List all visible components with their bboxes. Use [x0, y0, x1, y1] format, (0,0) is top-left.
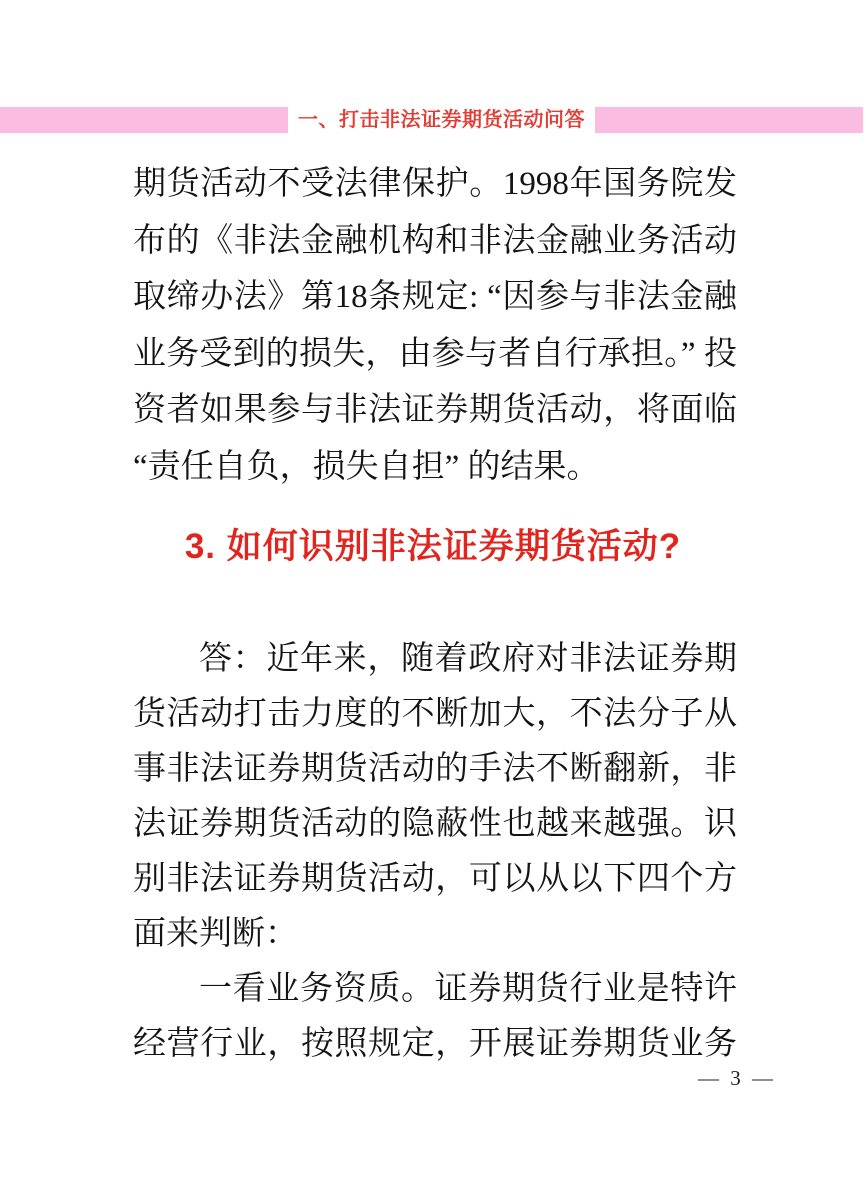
text-line: 答：近年来，随着政府对非法证券期: [199, 641, 737, 677]
text-line: 别非法证券期货活动，可以从以下四个方: [133, 861, 737, 897]
text-line: 取缔办法》第18条规定: “因参与非法金融: [133, 279, 737, 315]
running-header-title: 一、打击非法证券期货活动问答: [298, 109, 585, 131]
text-line: 面来判断：: [133, 916, 298, 952]
text-line: 货活动打击力度的不断加大，不法分子从: [133, 696, 737, 732]
text-line: 资者如果参与非法证券期货活动，将面临: [133, 392, 737, 428]
text-line: 法证券期货活动的隐蔽性也越来越强。识: [133, 806, 737, 842]
text-line: 业务受到的损失，由参与者自行承担。” 投: [133, 335, 737, 372]
text-line: 布的《非法金融机构和非法金融业务活动: [133, 222, 737, 259]
text-line: 一看业务资质。证券期货行业是特许: [199, 971, 737, 1007]
text-line: 事非法证券期货活动的手法不断翻新，非: [133, 751, 737, 787]
text-line: 期货活动不受法律保护。1998年国务院发: [133, 166, 737, 202]
header-bar-right: [595, 107, 863, 133]
question-heading: 3. 如何识别非法证券期货活动?: [184, 527, 682, 566]
paragraph-point-one: [133, 962, 737, 1072]
text-line: “责任自负，损失自担” 的结果。: [133, 448, 600, 485]
running-header: [0, 107, 866, 133]
page-number: — 3 —: [698, 1066, 776, 1090]
paragraph-answer-continued: [133, 156, 737, 495]
text-line: 经营行业，按照规定，开展证券期货业务: [133, 1026, 737, 1062]
paragraph-answer: [133, 632, 737, 962]
header-bar-left: [0, 107, 288, 133]
